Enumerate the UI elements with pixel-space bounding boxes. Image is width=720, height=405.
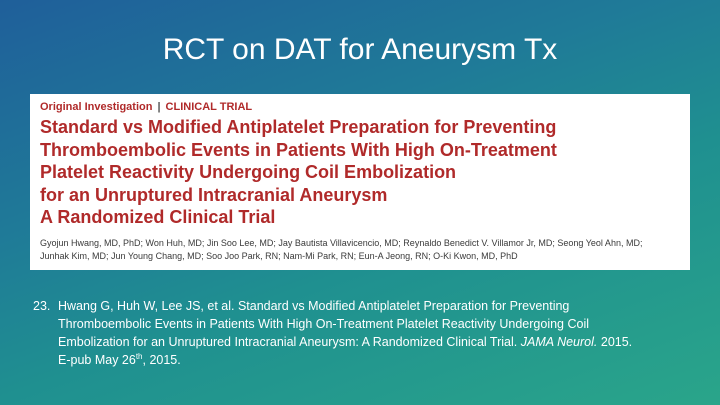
article-header [40, 100, 680, 114]
article-headline [40, 116, 680, 229]
citation-body: Hwang G, Huh W, Lee JS, et al. Standard vs Modified Antiplatelet Preparation for Preventing Thromboembolic Events in Patients With High On-Treatment Platelet Reactivity Undergoing Coil Embolization for an Unruptured Intracranial Aneurysm: A Randomized Clinical Trial. [58, 299, 590, 349]
article-type: CLINICAL TRIAL [165, 101, 253, 113]
citation-number: 23. [33, 299, 51, 313]
citation [33, 297, 633, 369]
header-separator: | [157, 101, 161, 113]
headline-line: Platelet Reactivity Undergoing Coil Embolization [40, 162, 457, 182]
citation-text [58, 297, 633, 369]
headline-line: for an Unruptured Intracranial Aneurysm [40, 184, 388, 205]
authors-line: Gyojun Hwang, MD, PhD; Won Huh, MD; Jin Soo Lee, MD; Jay Bautista Villavicencio, MD; Reynaldo Benedict V. Villamor Jr, MD; Seong Yeol Ahn, MD; [40, 237, 643, 248]
slide-title: RCT on DAT for Aneurysm Tx [162, 33, 558, 66]
citation-date: 2015. E-pub May 26 [58, 335, 633, 367]
citation-date-suffix: th [135, 351, 143, 361]
citation-journal: JAMA Neurol. [520, 335, 598, 349]
headline-line: Thromboembolic Events in Patients With High On-Treatment [40, 139, 557, 160]
article-authors [40, 237, 680, 263]
citation-end: , 2015. [142, 353, 181, 367]
headline-line: A Randomized Clinical Trial [40, 207, 276, 227]
article-screenshot [30, 94, 690, 270]
authors-line: Junhak Kim, MD; Jun Young Chang, MD; Soo Joo Park, RN; Nam-Mi Park, RN; Eun-A Jeong, RN; O-Ki Kwon, MD, PhD [40, 250, 518, 261]
headline-line: Standard vs Modified Antiplatelet Preparation for Preventing [40, 117, 557, 137]
article-category: Original Investigation [40, 101, 153, 113]
